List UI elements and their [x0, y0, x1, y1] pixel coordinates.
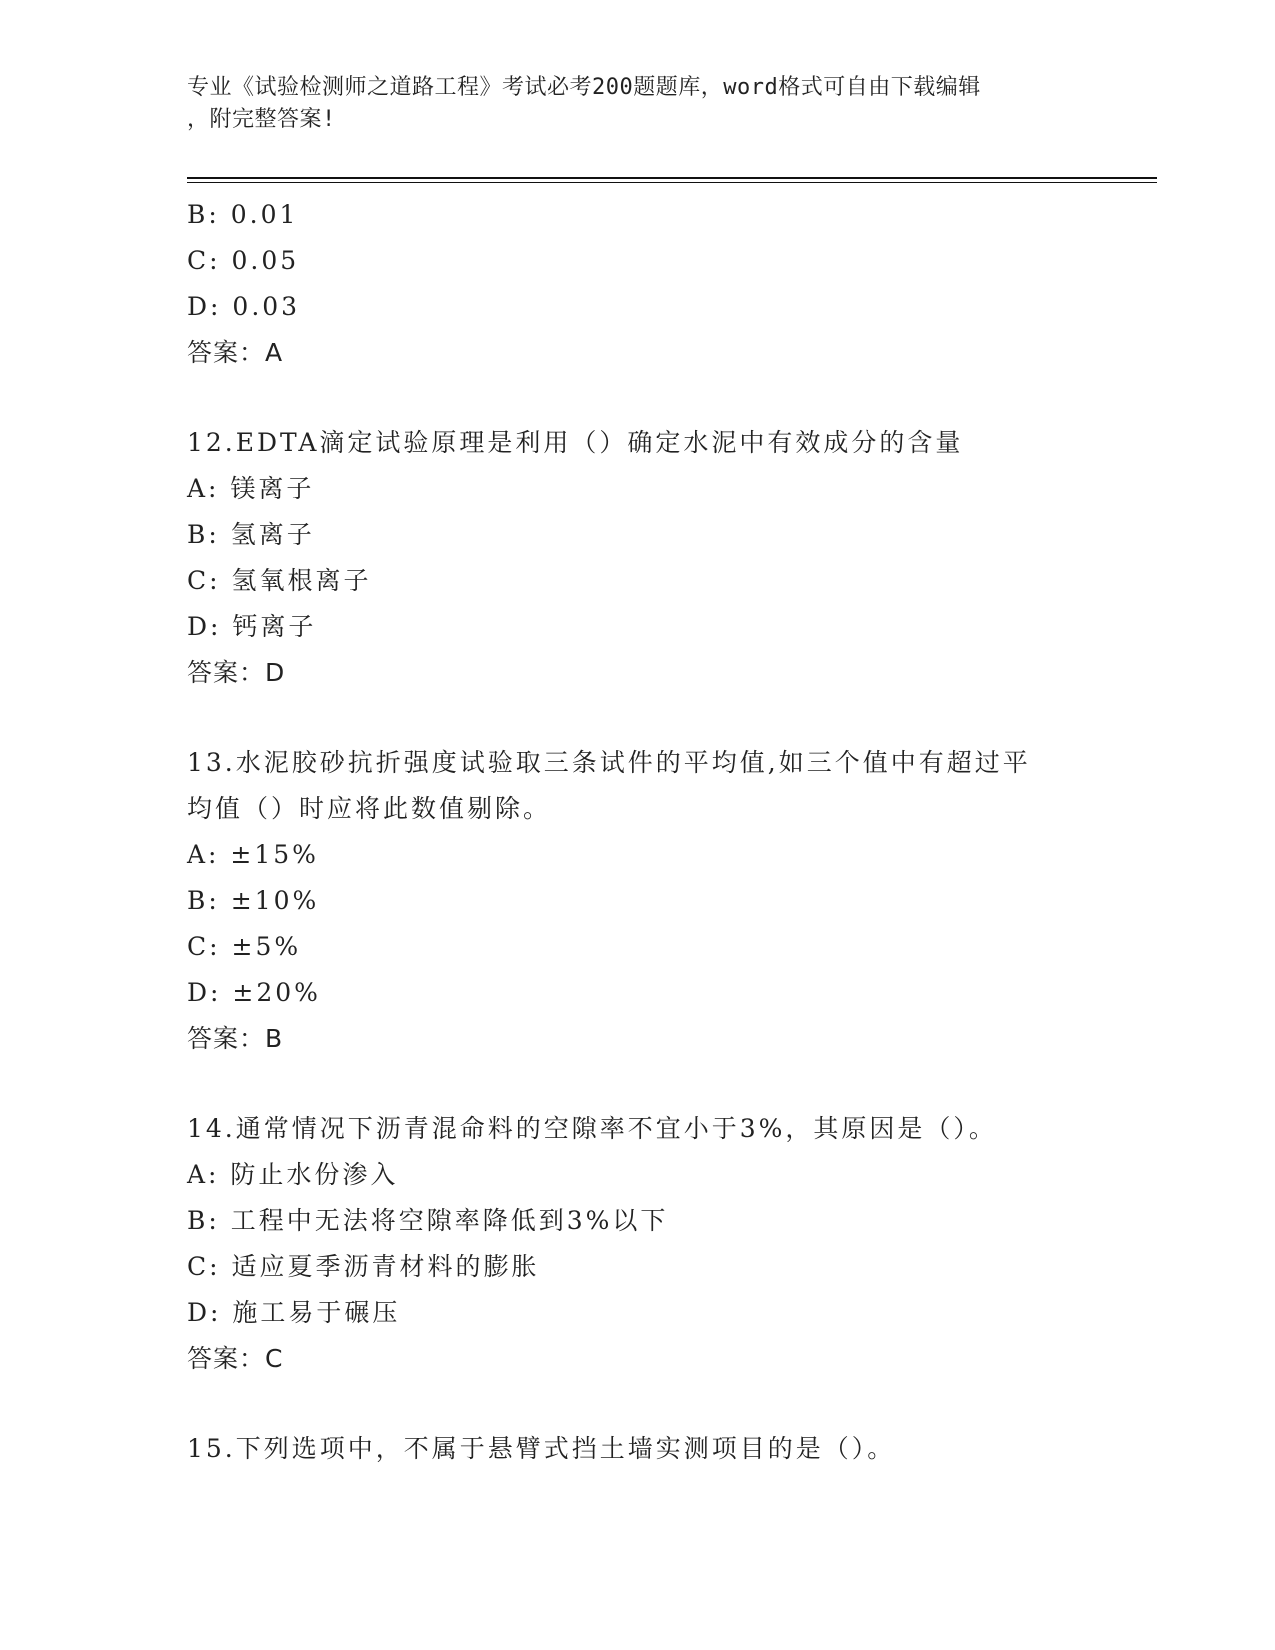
option-a: A: ±15% [187, 840, 319, 869]
option-a: A: 防止水份渗入 [187, 1160, 399, 1189]
option-d: D: 0.03 [187, 292, 301, 321]
question-title-line2: 均值（）时应将此数值剔除。 [187, 794, 552, 823]
option-b: B: ±10% [187, 886, 320, 915]
option-d: D: ±20% [187, 978, 321, 1007]
option-c: C: 氢氧根离子 [187, 566, 372, 595]
question-14 [187, 1106, 1187, 1382]
answer-line: 答案：C [187, 1344, 284, 1373]
option-d: D: 钙离子 [187, 612, 317, 641]
question-title: 14.通常情况下沥青混命料的空隙率不宜小于3%，其原因是（）。 [187, 1114, 997, 1143]
option-d: D: 施工易于碾压 [187, 1298, 401, 1327]
option-b: B: 工程中无法将空隙率降低到3%以下 [187, 1206, 669, 1235]
header-title-line1: 专业《试验检测师之道路工程》考试必考200题题库，word格式可自由下载编辑 [187, 75, 981, 100]
question-13 [187, 740, 1187, 1062]
option-b: B: 0.01 [187, 200, 299, 229]
answer-line: 答案：B [187, 1024, 284, 1053]
question-12 [187, 420, 1187, 696]
option-c: C: ±5% [187, 932, 302, 961]
option-c: C: 适应夏季沥青材料的膨胀 [187, 1252, 540, 1281]
question-title: 15.下列选项中，不属于悬臂式挡土墙实测项目的是（）。 [187, 1434, 896, 1463]
answer-line: 答案：D [187, 658, 286, 687]
header-title-line2: ，附完整答案! [187, 107, 336, 132]
question-title: 12.EDTA滴定试验原理是利用（）确定水泥中有效成分的含量 [187, 428, 964, 457]
question-list [187, 192, 1187, 1472]
option-a: A: 镁离子 [187, 474, 315, 503]
option-b: B: 氢离子 [187, 520, 315, 549]
header-divider [187, 177, 1157, 179]
document-header [187, 72, 1087, 136]
question-title-line1: 13.水泥胶砂抗折强度试验取三条试件的平均值,如三个值中有超过平 [187, 748, 1031, 777]
option-c: C: 0.05 [187, 246, 300, 275]
question-15 [187, 1426, 1187, 1472]
answer-line: 答案：A [187, 338, 284, 367]
question-11-tail [187, 192, 1187, 376]
header-divider-thin [187, 182, 1157, 183]
